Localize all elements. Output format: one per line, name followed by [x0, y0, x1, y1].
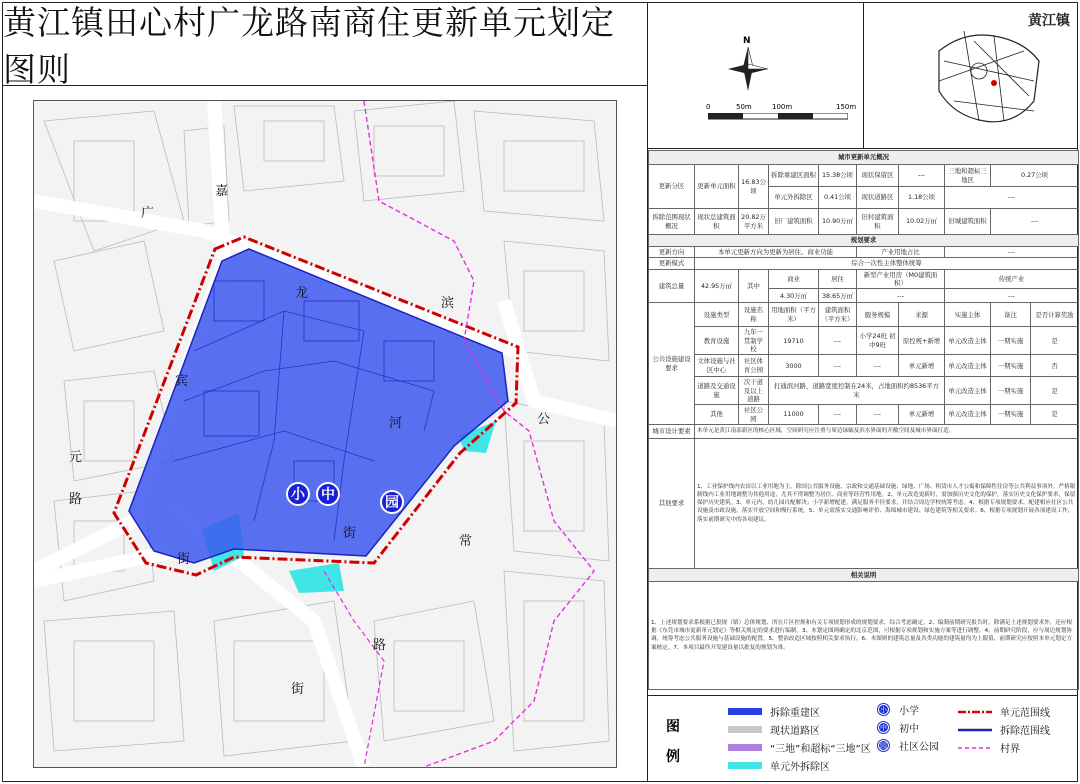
legend-title: 图	[666, 719, 680, 735]
section-header: 相关说明	[649, 568, 1079, 581]
cell: 一期实施	[991, 377, 1031, 405]
cell: 4.30万㎡	[769, 289, 819, 303]
cell: ---	[899, 165, 945, 187]
cell: 其他	[695, 405, 739, 425]
legend-item-park: 园 社区公园	[880, 741, 939, 753]
cell: 是	[1031, 377, 1079, 405]
cell: 单元改造主体	[945, 355, 991, 377]
legend-item-demolish-line: 拆除范围线	[1000, 726, 1050, 737]
cell: 10.02万㎡	[899, 209, 945, 235]
cell: 单元改造主体	[945, 327, 991, 355]
map-area	[3, 86, 647, 782]
cell: 本单元更新方向为更新为居住、商业功能	[695, 247, 857, 258]
road-label: 宾	[175, 374, 189, 389]
cell: 来源	[899, 303, 945, 327]
road-label: 河	[389, 416, 403, 431]
north-label: N	[743, 36, 751, 46]
primary-school-marker: 小	[286, 482, 310, 506]
cell: ---	[945, 187, 1079, 209]
cell: 是	[1031, 327, 1079, 355]
road-label: 广	[141, 206, 155, 221]
legend-item-unit-line: 单元范围线	[1000, 708, 1050, 719]
cell: 建筑面积（平方米）	[819, 303, 857, 327]
road-label: 路	[373, 638, 387, 653]
road-label: 嘉	[215, 184, 229, 199]
cell: 15.38公顷	[819, 165, 857, 187]
cell: 原控规+新增	[899, 327, 945, 355]
scale-bar	[708, 113, 848, 121]
cell: ---	[945, 289, 1079, 303]
cell: 小学24班 初中9班	[857, 327, 899, 355]
cell: 单元改造主体	[945, 377, 991, 405]
cell: 产业用地占比	[857, 247, 945, 258]
cell: 教育设施	[695, 327, 739, 355]
location-map-svg	[934, 21, 1044, 131]
road-label: 滨	[441, 296, 455, 311]
cell: 建筑总量	[649, 269, 695, 303]
cell: 一期实施	[991, 327, 1031, 355]
section-header: 规划要求	[649, 235, 1079, 247]
cell: 更新模式	[649, 258, 695, 269]
site-marker	[991, 80, 997, 86]
north-arrow-box	[648, 3, 864, 149]
planning-table	[648, 150, 1079, 690]
legend-item-village: 村界	[1000, 744, 1020, 755]
road-label: 龙	[295, 286, 309, 301]
cell: 设施名称	[739, 303, 769, 327]
cell: 旧村建筑面积	[857, 209, 899, 235]
road-label: 街	[343, 526, 357, 541]
cell: 居住	[819, 269, 857, 289]
legend-item-middle: 中 初中	[880, 723, 919, 735]
cell: 现状保留区	[857, 165, 899, 187]
cell: 一期实施	[991, 405, 1031, 425]
legend-item-sandi: “三地”和超标“三地”区	[728, 740, 871, 755]
scale-tick: 50m	[736, 103, 752, 111]
other-requirements-text: 1、工业保护线内农田以工业用地为主，除国公共服务设施、宗政和交通基础设施、绿地、广场、租赁市人才公寓和保障性住房等公共利益事项外，严格限制线内工业用地调整为其他用途，尤其不得调整为居住、商业等经营性用地。2、单元改造更新时，需加强历史文化的保护，落实历史文化保护要求，保留保护历史建筑。3、单元内，幼儿园自配解决；小学新增配建，满足服务半径要求，并结合周边学校统筹考虑。4、根据专项规划要求，配建相应社区公共设施及市政设施，落实开放空间和慢行系统。5、单元需落实交通影响评价、海绵城市建设、绿色建筑等相关要求。6、根据专项规划开展各项建设工作，落实前期研究中的各项建议。	[695, 438, 1079, 568]
cell: ---	[857, 405, 899, 425]
cell: 商业	[769, 269, 819, 289]
cell: 城市设计要素	[649, 424, 695, 438]
cell: 综合一次性主体整体统筹	[695, 258, 1079, 269]
notes-text: 1、上述规划要求系根据已批规（镇）总体规划、所在片区控规和有关专项规划形成的规划要求，综合考虑确定。2、编制前期研究报告时，除满足上述规划要求外，还应根据《东莞市城市更新单元划定》等相关规定的要求进行编制。3、本划定图则确定的北京范围，可根据专项规划和实施方案等进行调整。4、前期研究阶段，应与周边规划协调，统筹考虑公共服务设施与基础设施的配置。5、整治改造区域按照相关要求执行。6、本图则的建筑总量及各类功能的建筑量均为上限值，前期研究应按照本单元划定方案核定。7、本项目最终开发建设量以批复的规划为准。	[649, 581, 1079, 689]
cell: ---	[819, 355, 857, 377]
cell: ---	[819, 327, 857, 355]
cell: ---	[819, 405, 857, 425]
cell: 本单元是黄江南部新区的核心区域，空间研究应注重与周边绿轴及滨水界面的开敞空间及城市界面打造。	[695, 424, 1079, 438]
community-park-marker: 园	[380, 490, 404, 514]
cell: 0.41公顷	[819, 187, 857, 209]
cell: 1.18公顷	[899, 187, 945, 209]
scale-tick: 100m	[772, 103, 793, 111]
cell: 20.82万平方米	[739, 209, 769, 235]
cell: 用地面积（平方米）	[769, 303, 819, 327]
scale-tick: 150m	[836, 103, 857, 111]
cell: 道路及交通设施	[695, 377, 739, 405]
cell: 旧厂建筑面积	[769, 209, 819, 235]
road-label: 常	[459, 534, 473, 549]
cell: ---	[991, 209, 1079, 235]
cell: 传统产业	[945, 269, 1079, 289]
cell: 现状总建筑面积	[695, 209, 739, 235]
page-title: 黄江镇田心村广龙路南商住更新单元划定图则	[3, 3, 647, 86]
road-label: 街	[177, 552, 191, 567]
cell: 一期实施	[991, 355, 1031, 377]
legend-item-outside: 单元外拆除区	[728, 758, 830, 773]
cell: 单元改造主体	[945, 405, 991, 425]
cell: ---	[857, 355, 899, 377]
cell: 0.27公顷	[991, 165, 1079, 187]
legend-title: 例	[666, 749, 680, 765]
cell: 其中	[739, 269, 769, 303]
road-label: 公	[537, 412, 551, 427]
cell: 单元新增	[899, 355, 945, 377]
cell: 否	[1031, 355, 1079, 377]
cell: 拆除重建区面积	[769, 165, 819, 187]
scale-tick: 0	[706, 103, 711, 111]
cell: 19710	[769, 327, 819, 355]
cell: 单元新增	[899, 405, 945, 425]
cell: 单元外拆除区	[769, 187, 819, 209]
cell: 服务规模	[857, 303, 899, 327]
cell: 其他要求	[649, 438, 695, 568]
cell: 16.83公顷	[739, 165, 769, 209]
cell: 备注	[991, 303, 1031, 327]
cell: 38.65万㎡	[819, 289, 857, 303]
cell: 11000	[769, 405, 819, 425]
location-label: 黄江镇	[1028, 13, 1070, 29]
legend-item-road: 现状道路区	[728, 722, 820, 737]
cell: 实施主体	[945, 303, 991, 327]
cell: 新型产业用房（M0建筑面积）	[857, 269, 945, 289]
cell: 更新分区	[649, 165, 695, 209]
road-label: 元	[69, 450, 83, 465]
section-header: 城市更新单元概况	[649, 151, 1079, 165]
road-label: 街	[291, 682, 305, 697]
cell: 更新方向	[649, 247, 695, 258]
legend-item-primary: 小 小学	[880, 705, 919, 717]
road-label: 路	[69, 492, 83, 507]
cell: ---	[945, 247, 1079, 258]
cell: 42.95万㎡	[695, 269, 739, 303]
cell: 社区公园	[739, 405, 769, 425]
cell: 3000	[769, 355, 819, 377]
cell: 文体设施与社区中心	[695, 355, 739, 377]
cell: 更新单元面积	[695, 165, 739, 209]
legend	[648, 695, 1078, 781]
cell: 打通滨河路，道路宽度控制在24米，占地面积约8536平方米	[769, 377, 945, 405]
cell: 九年一贯制学校	[739, 327, 769, 355]
cell: 三地和超标三地区	[945, 165, 991, 187]
cell: 设施类型	[695, 303, 739, 327]
cell: 10.90万㎡	[819, 209, 857, 235]
cell: 现状道路区	[857, 187, 899, 209]
legend-item-demolish: 拆除重建区	[728, 704, 820, 719]
cell: ---	[857, 289, 945, 303]
middle-school-marker: 中	[316, 482, 340, 506]
cell: 拆除范围现状概况	[649, 209, 695, 235]
map-svg	[34, 101, 616, 767]
location-map	[864, 3, 1078, 149]
cell: 次干道及以上道路	[739, 377, 769, 405]
cell: 是否计算奖励	[1031, 303, 1079, 327]
cell: 社区体育公园	[739, 355, 769, 377]
north-arrow-icon	[728, 47, 768, 91]
cell: 是	[1031, 405, 1079, 425]
cell: 公共设施建设要求	[649, 303, 695, 425]
cell: 旧城建筑面积	[945, 209, 991, 235]
